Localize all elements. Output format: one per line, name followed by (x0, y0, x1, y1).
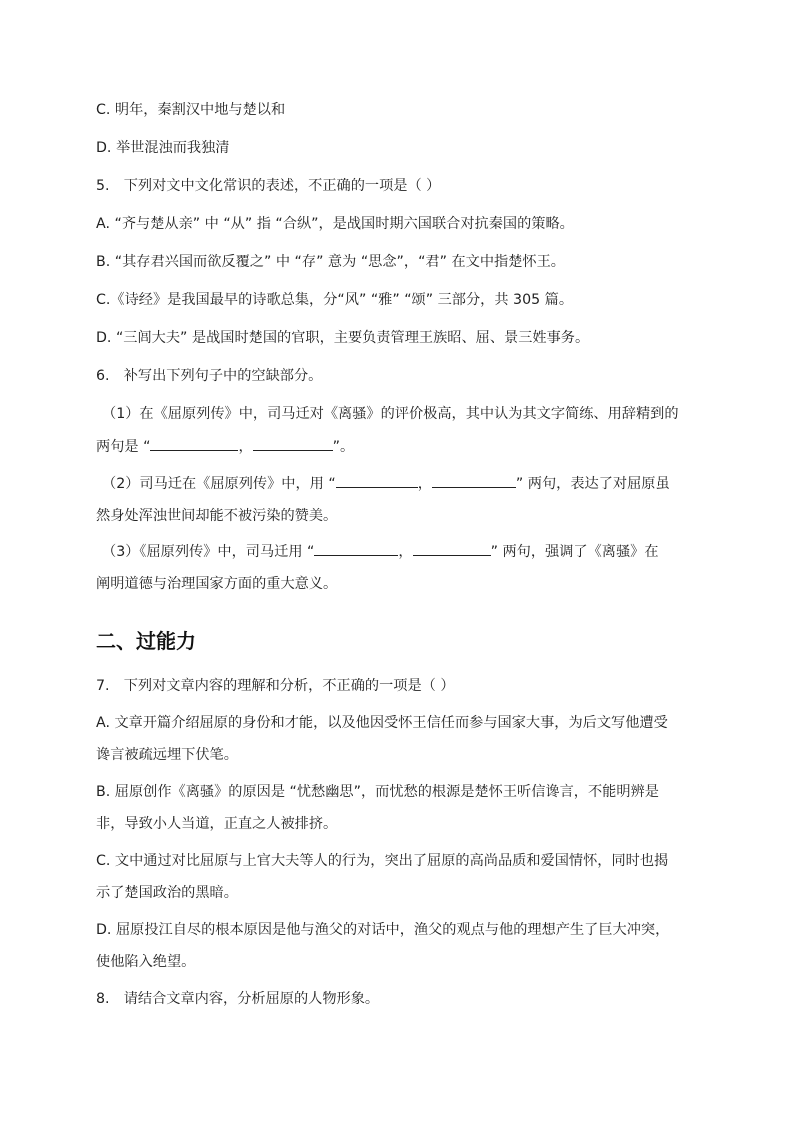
q7-option-d-line2: 使他陷入绝望。 (96, 954, 196, 970)
q6-item3-line2: 阐明道德与治理国家方面的重大意义。 (96, 576, 338, 592)
q6-item1-sep: ， (238, 439, 253, 455)
q5-option-d: D. “三闾大夫” 是战国时楚国的官职，主要负责管理王族昭、屈、景三姓事务。 (96, 330, 590, 346)
q8-stem: 8. 请结合文章内容，分析屈原的人物形象。 (96, 991, 380, 1007)
q6-item2-sep: ， (417, 476, 432, 492)
q7-stem: 7. 下列对文章内容的理解和分析，不正确的一项是（ ） (96, 678, 455, 694)
q6-item1-suffix: ”。 (332, 439, 355, 455)
q5-stem: 5. 下列对文中文化常识的表述，不正确的一项是（ ） (96, 178, 441, 194)
q7-option-b-line1: B. 屈原创作《离骚》的原因是 “忧愁幽思”，而忧愁的根源是楚怀王听信谗言，不能明辨是 (96, 784, 659, 800)
q6-item1-line2 (96, 437, 354, 457)
q5-option-a: A. “齐与楚从亲” 中 “从” 指 “合纵”，是战国时期六国联合对抗秦国的策略。 (96, 216, 574, 232)
q7-option-b-line2: 非，导致小人当道，正直之人被排挤。 (96, 816, 338, 832)
q4-option-c: C. 明年，秦割汉中地与楚以和 (96, 102, 286, 118)
q6-item2-suffix: ” 两句，表达了对屈原虽 (515, 476, 670, 492)
q6-item1-prefix: 两句是 “ (96, 439, 151, 455)
q6-stem: 6. 补写出下列句子中的空缺部分。 (96, 368, 323, 384)
q7-option-a-line2: 谗言被疏远埋下伏笔。 (96, 747, 238, 763)
q6-item1-line1: （1）在《屈原列传》中，司马迁对《离骚》的评价极高，其中认为其文字简练、用辞精到的 (102, 406, 679, 422)
fill-blank[interactable] (314, 542, 398, 556)
q7-option-d-line1: D. 屈原投江自尽的根本原因是他与渔父的对话中，渔父的观点与他的理想产生了巨大冲突， (96, 922, 670, 938)
q6-item2-prefix: （2）司马迁在《屈原列传》中，用 “ (102, 476, 336, 492)
q7-option-c-line1: C. 文中通过对比屈原与上官大夫等人的行为，突出了屈原的高尚品质和爱国情怀，同时也揭 (96, 853, 669, 869)
fill-blank[interactable] (432, 474, 516, 488)
fill-blank[interactable] (253, 437, 333, 451)
fill-blank[interactable] (150, 437, 238, 451)
fill-blank[interactable] (336, 474, 418, 488)
fill-blank[interactable] (413, 542, 491, 556)
q6-item2-line1 (102, 474, 670, 494)
q6-item3-prefix: （3）《屈原列传》中，司马迁用 “ (102, 544, 315, 560)
q6-item3-suffix: ” 两句，强调了《离骚》在 (490, 544, 659, 560)
q7-option-c-line2: 示了楚国政治的黑暗。 (96, 885, 238, 901)
section-heading: 二、过能力 (96, 629, 196, 653)
q4-option-d: D. 举世混浊而我独清 (96, 140, 230, 156)
q6-item3-sep: ， (398, 544, 413, 560)
q5-option-c: C.《诗经》是我国最早的诗歌总集，分“风” “雅” “颂” 三部分，共 305 篇。 (96, 292, 574, 308)
q7-option-a-line1: A. 文章开篇介绍屈原的身份和才能，以及他因受怀王信任而参与国家大事，为后文写他遭受 (96, 715, 668, 731)
q6-item2-line2: 然身处浑浊世间却能不被污染的赞美。 (96, 508, 338, 524)
q5-option-b: B. “其存君兴国而欲反覆之” 中 “存” 意为 “思念”，“君” 在文中指楚怀王。 (96, 254, 565, 270)
q6-item3-line1 (102, 542, 659, 562)
